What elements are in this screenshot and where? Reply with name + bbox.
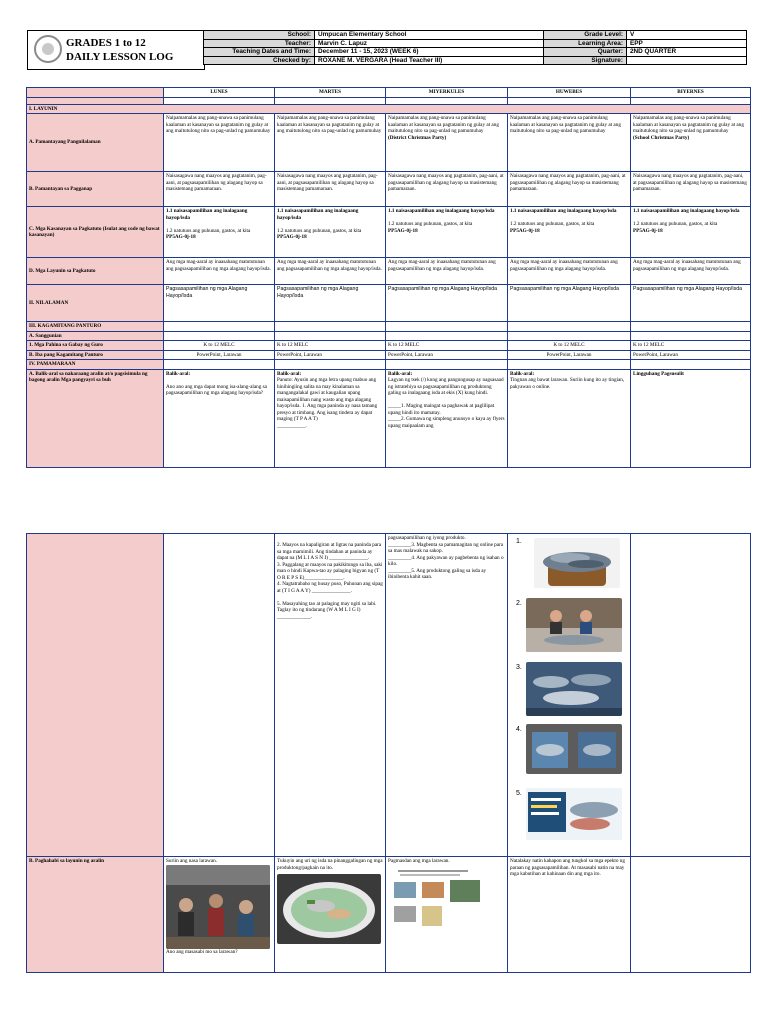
checked-value: ROXANE M. VERGARA (Head Teacher III) xyxy=(315,56,547,65)
photo-number-1: 1. xyxy=(516,538,522,545)
c-biyernes xyxy=(631,207,751,258)
pag-biyernes xyxy=(631,857,751,973)
a-martes: Naipamamalas ang pang-unawa sa panimulang kaalaman at kasanayan sa pagtatanim ng gulay at ang maitutulong nito sa pag-unlad ng pamumuhay xyxy=(275,114,386,172)
fish-vendors-photo xyxy=(526,598,622,652)
fish-soup-photo xyxy=(277,874,381,944)
d-miyerkules: Ang mga mag-aaral ay inaasahang matututunan ang pagsasapamilihan ng mga alagang hayop/isda. xyxy=(386,258,508,285)
d-lunes: Ang mga mag-aaral ay inaasahang matututunan ang pagsasapamilihan ng mga alagang hayop/isda. xyxy=(164,258,275,285)
balik-miyerkules-item2: _____2. Gumawa ng simpleng anunsyo o kaya ay flyers upang maipaalam ang xyxy=(388,416,505,429)
photo-number-2: 2. xyxy=(516,600,522,607)
label-balik-aral: A. Balik-aral sa nakaraang aralin at/o pagsisimula ng bagong aralin Mga pangyayri sa buh xyxy=(27,369,164,467)
title-grades: GRADES 1 to 12 xyxy=(66,37,146,49)
iba-lunes: PowerPoint, Larawan xyxy=(164,350,275,360)
iba-biyernes: PowerPoint, Larawan xyxy=(631,350,751,360)
quarter-value: 2ND QUARTER xyxy=(627,48,747,57)
day-miyerkules: MIYERKULES xyxy=(386,88,508,98)
photo-number-5: 5. xyxy=(516,790,522,797)
online-fish-ad-photo xyxy=(526,788,622,840)
dates-label: Teaching Dates and Time: xyxy=(204,48,315,57)
balik-lunes-title: Balik-aral: xyxy=(166,370,191,377)
c-lunes-1: 1.1 naisasapamilihan ang inalagaang hayop/isda xyxy=(166,208,248,221)
day-martes: MARTES xyxy=(275,88,386,98)
b-miyerkules: Naisasagawa nang maayos ang pagtatanim, pag-aani, at pagsasapamilihan ng alagang hayop sa masistemang pamamaraan. xyxy=(386,172,508,207)
c-martes xyxy=(275,207,386,258)
balik-huwebes xyxy=(508,369,631,467)
balik-martes-blank: ___________. xyxy=(277,422,307,429)
cont-miyerkules-item4: _________4. Ang pakyawan ay pagbebenta ng isahan o kilo. xyxy=(388,554,504,567)
c-lunes-code: PP5AG-0j-18 xyxy=(166,234,196,240)
title-box xyxy=(27,30,205,70)
day-lunes: LUNES xyxy=(164,88,275,98)
pag-martes xyxy=(275,857,386,973)
a-lunes: Naipamamalas ang pang-unawa sa panimulang kaalaman at kasanayan sa pagtatanim ng gulay at ang maitutulong nito sa pag-unlad ng pamumuhay xyxy=(164,114,275,172)
pag-lunes-question: Ano ang masasabi mo sa larawan? xyxy=(166,948,238,955)
blank-label xyxy=(27,97,164,104)
c-huwebes-code: PP5AG-0j-18 xyxy=(510,227,540,234)
pahina-biyernes: K to 12 MELC xyxy=(631,341,751,351)
c-martes-code: PP5AG-0j-18 xyxy=(277,234,307,240)
c-miyerkules-2: 1.2 natutuos ang puhunan, gastos, at kita xyxy=(388,221,473,227)
fish-basket-photo xyxy=(534,538,620,588)
lesson-table-page2 xyxy=(26,533,751,973)
label-kagamitan: III. KAGAMITANG PANTURO xyxy=(27,322,164,332)
photo-number-4: 4. xyxy=(516,726,522,733)
signature-label: Signature: xyxy=(544,56,627,65)
c-miyerkules-1: 1.1 naisasapamilihan ang inalagaang hayop/isda xyxy=(388,208,495,214)
quarter-label: Quarter: xyxy=(544,48,627,57)
balik-miyerkules-item1: _____1. Maging maingat sa paghawak at paglilipat upang hindi ito mamatay. xyxy=(388,403,495,416)
teacher-label: Teacher: xyxy=(204,39,315,48)
balik-huwebes-text: Tingnan ang bawat larawan. Suriin kung ito ay tingian, pakyawan o online. xyxy=(510,377,625,390)
market-photo-list xyxy=(512,536,626,854)
c-lunes xyxy=(164,207,275,258)
checked-label: Checked by: xyxy=(204,56,315,65)
a-miyerkules xyxy=(386,114,508,172)
pag-lunes-text: Suriin ang nasa larawan. xyxy=(166,858,217,864)
c-miyerkules-code: PP5AG-0j-18 xyxy=(388,227,418,234)
pahina-lunes: K to 12 MELC xyxy=(164,341,275,351)
c-biyernes-1: 1.1 naisasapamilihan ang inalagaang hayop/isda xyxy=(633,208,740,214)
balik-huwebes-title: Balik-aral: xyxy=(510,370,535,377)
label-mga-kasanayan: C. Mga Kasanayan sa Pagkatuto (Isulat ang code ng bawat kasanayan) xyxy=(27,207,164,258)
area-value: EPP xyxy=(627,39,747,48)
pahina-huwebes: K to 12 MELC xyxy=(508,341,631,351)
pag-huwebes: Natalakay natin kahapon ang tungkol sa mga epekto ng paraan ng pagsasapamilihan. At masasabi natin na may mga kabutihan at kahinaan din ang mga ito. xyxy=(508,857,631,973)
corner-cell xyxy=(27,88,164,98)
a-biyernes-text: Naipamamalas ang pang-unawa sa panimulang kaalaman at kasanayan sa pagtatanim ng gulay at ang maitutulong nito sa pag-unlad ng pamumuhay xyxy=(633,115,744,134)
lesson-log-header xyxy=(27,30,747,74)
balik-martes-title: Balik-aral: xyxy=(277,370,302,377)
fish-market-stall-photo xyxy=(526,662,622,716)
cont-martes-item5: 5. Masayahing tao at palaging may ngiti sa labi. Taglay ito ng tindarang (W A M L I G I) _____________. xyxy=(277,600,377,620)
nilalaman-martes: Pagsasapamilihan ng mga Alagang Hayop/Isda xyxy=(275,285,386,322)
balik-miyerkules-title: Balik-aral: xyxy=(388,370,413,377)
cont-martes-item4: 4. Nagtatrabaho ng husay puso, Puhunan ang sipag at (T I G A A Y) _______________. xyxy=(277,581,383,594)
area-label: Learning Area: xyxy=(544,39,627,48)
fish-crates-photo xyxy=(526,724,622,774)
cont-martes-item3: 3. Paggalang at maayos na pakikitungo sa iba, saki man o hindi Kapwa-tao ay palaging bigyan ng (T O R E P S E)_______________. xyxy=(277,561,383,581)
pahina-martes: K to 12 MELC xyxy=(275,341,386,351)
cont-miyerkules-item5: _________5. Ang produktong galing sa isda ay ibinibenta kahit saan. xyxy=(388,567,487,580)
continued-label xyxy=(27,534,164,857)
teacher-value: Marvin C. Lapuz xyxy=(315,39,547,48)
balik-martes-text: Panuto: Ayusin ang mga letra upang mabuo ang hinihingiing salita na may kinalaman sa mangangalakal gawi at kaugalian upang maisapamilihan nang wasto ang mga alagang hayop/isda. 1. Ang mga paninda ay nasa tamang presyo at timbang. Ang isang tindera ay dapat maging (T P A A T) xyxy=(277,377,378,422)
nilalaman-biyernes: Pagsasapamilihan ng mga Alagang Hayop/Isda xyxy=(631,285,751,322)
label-pamantayang-pangnilalaman: A. Pamantayang Pangnilalaman xyxy=(27,114,164,172)
cont-martes-item2: 2. Maayos na kapaligiran at ligtas na paninda para sa mga mamimili. Ang tindahan at paninda ay dapat na (M L I A S N I) _______________. xyxy=(277,542,382,561)
photo-number-3: 3. xyxy=(516,664,522,671)
title-daily-lesson-log: DAILY LESSON LOG xyxy=(66,51,174,63)
label-nilalaman: II. NILALAMAN xyxy=(27,285,164,322)
school-party-note: (School Christmas Party) xyxy=(633,134,690,141)
iba-miyerkules: PowerPoint, Larawan xyxy=(386,350,508,360)
label-pahina: 1. Mga Pahina sa Gabay ng Guro xyxy=(27,341,164,351)
c-huwebes xyxy=(508,207,631,258)
nilalaman-miyerkules: Pagsasapamilihan ng mga Alagang Hayop/Isda xyxy=(386,285,508,322)
pag-miyerkules xyxy=(386,857,508,973)
balik-biyernes xyxy=(631,369,751,467)
pag-miyerkules-text: Pagmasdan ang mga larawan. xyxy=(388,858,450,864)
balik-biyernes-text: Lingguhang Pagsusulit xyxy=(633,370,684,377)
b-lunes: Naisasagawa nang maayos ang pagtatanim, pag-aani, at pagsasapamilihan ng alagang hayop sa masistemang pamamaraan. xyxy=(164,172,275,207)
label-pamantayan-sa-pagganap: B. Pamantayan sa Pagganap xyxy=(27,172,164,207)
balik-martes xyxy=(275,369,386,467)
c-biyernes-code: PP5AG-0j-18 xyxy=(633,227,663,234)
balik-miyerkules xyxy=(386,369,508,467)
school-value: Umpucan Elementary School xyxy=(315,31,547,40)
label-iba-pang-kagamitan: B. Iba pang Kagamitang Panturo xyxy=(27,350,164,360)
district-party-note: (District Christmas Party) xyxy=(388,134,447,141)
cont-lunes xyxy=(164,534,275,857)
school-label: School: xyxy=(204,31,315,40)
pag-martes-text: Tukuyin ang uri ng isda na pinanggalingan ng mga produktong/pagkain na ito. xyxy=(277,858,383,871)
cont-biyernes xyxy=(631,534,751,857)
pag-lunes xyxy=(164,857,275,973)
day-huwebes: HUWEBES xyxy=(508,88,631,98)
cont-martes xyxy=(275,534,386,857)
deped-seal-logo xyxy=(34,35,62,63)
header-info-right xyxy=(543,30,747,65)
cont-miyerkules-item3: _________3. Magbenta sa pamamagitan ng online para sa mas malawak na sakop. xyxy=(388,541,504,554)
c-martes-2: 1.2 natutuos ang puhunan, gastos, at kita xyxy=(277,227,362,234)
pahina-miyerkules: K to 12 MELC xyxy=(386,341,508,351)
dates-value: December 11 - 15, 2023 (WEEK 6) xyxy=(315,48,547,57)
d-martes: Ang mga mag-aaral ay inaasahang matututunan ang pagsasapamilihan ng mga alagang hayop/isda. xyxy=(275,258,386,285)
a-huwebes: Naipamamalas ang pang-unawa sa panimulang kaalaman at kasanayan sa pagtatanim ng gulay at ang maitutulong nito sa pag-unlad ng pamumuhay xyxy=(508,114,631,172)
c-lunes-2: 1.2 natutuos ang puhunan, gastos, at kita xyxy=(166,227,251,234)
b-martes: Naisasagawa nang maayos ang pagtatanim, pag-aani, at pagsasapamilihan ng alagang hayop sa masistemang pamamaraan. xyxy=(275,172,386,207)
a-miyerkules-text: Naipamamalas ang pang-unawa sa panimulang kaalaman at kasanayan sa pagtatanim ng gulay at ang maitutulong nito sa pag-unlad ng pamumuhay xyxy=(388,115,499,134)
c-miyerkules xyxy=(386,207,508,258)
header-info-left xyxy=(203,30,547,65)
c-huwebes-1: 1.1 naisasapamilihan ang inalagaang hayop/isda xyxy=(510,208,617,214)
fish-products-worksheet-image xyxy=(388,868,496,932)
nilalaman-lunes: Pagsasapamilihan ng mga Alagang Hayop/Isda xyxy=(164,285,275,322)
iba-martes: PowerPoint, Larawan xyxy=(275,350,386,360)
cont-miyerkules xyxy=(386,534,508,857)
cont-miyerkules-line1: pagsasapamilihan ng iyong produkto. xyxy=(388,535,466,541)
grade-label: Grade Level: xyxy=(544,31,627,40)
label-pamamaraan: IV. PAMAMARAAN xyxy=(27,360,164,370)
iba-huwebes: PowerPoint, Larawan xyxy=(508,350,631,360)
nilalaman-huwebes: Pagsasapamilihan ng mga Alagang Hayop/Isda xyxy=(508,285,631,322)
section-layunin: I. LAYUNIN xyxy=(27,104,751,114)
grade-value: V xyxy=(627,31,747,40)
label-sanggunian: A. Sanggunian xyxy=(27,331,164,341)
balik-lunes xyxy=(164,369,275,467)
a-biyernes xyxy=(631,114,751,172)
c-biyernes-2: 1.2 natutuos ang puhunan, gastos, at kita xyxy=(633,221,718,227)
balik-miyerkules-text: Lagyan ng tsek (/) kung ang pangungusap ay nagsasaad ng istratehiya sa pagsasapamilihan ng produktong galing sa inalagaang isda at ekis (X) kung hindi. xyxy=(388,377,504,396)
b-biyernes: Naisasagawa nang maayos ang pagtatanim, pag-aani, at pagsasapamilihan ng alagang hayop sa masistemang pamamaraan. xyxy=(631,172,751,207)
label-paghahabi: B. Paghahabi sa layunin ng aralin xyxy=(27,857,164,973)
crowded-market-photo xyxy=(166,865,270,949)
c-huwebes-2: 1.2 natutuos ang puhunan, gastos, at kita xyxy=(510,221,595,227)
d-huwebes: Ang mga mag-aaral ay inaasahang matututunan ang pagsasapamilihan ng mga alagang hayop/isda. xyxy=(508,258,631,285)
balik-lunes-text: Ano ano ang mga dapat mong isa-alang-alang sa pagsasapamilihan ng mga alagang hayop/isda? xyxy=(166,383,267,396)
d-biyernes: Ang mga mag-aaral ay inaasahang matututunan ang pagsasapamilihan ng mga alagang hayop/isda. xyxy=(631,258,751,285)
lesson-table-page1 xyxy=(26,87,751,468)
label-mga-layunin: D. Mga Layunin sa Pagkatuto xyxy=(27,258,164,285)
signature-value xyxy=(627,56,747,65)
cont-huwebes xyxy=(508,534,631,857)
b-huwebes: Naisasagawa nang maayos ang pagtatanim, pag-aani, at pagsasapamilihan ng alagang hayop sa masistemang pamamaraan. xyxy=(508,172,631,207)
day-biyernes: BIYERNES xyxy=(631,88,751,98)
c-martes-1: 1.1 naisasapamilihan ang inalagaang hayop/isda xyxy=(277,208,359,221)
